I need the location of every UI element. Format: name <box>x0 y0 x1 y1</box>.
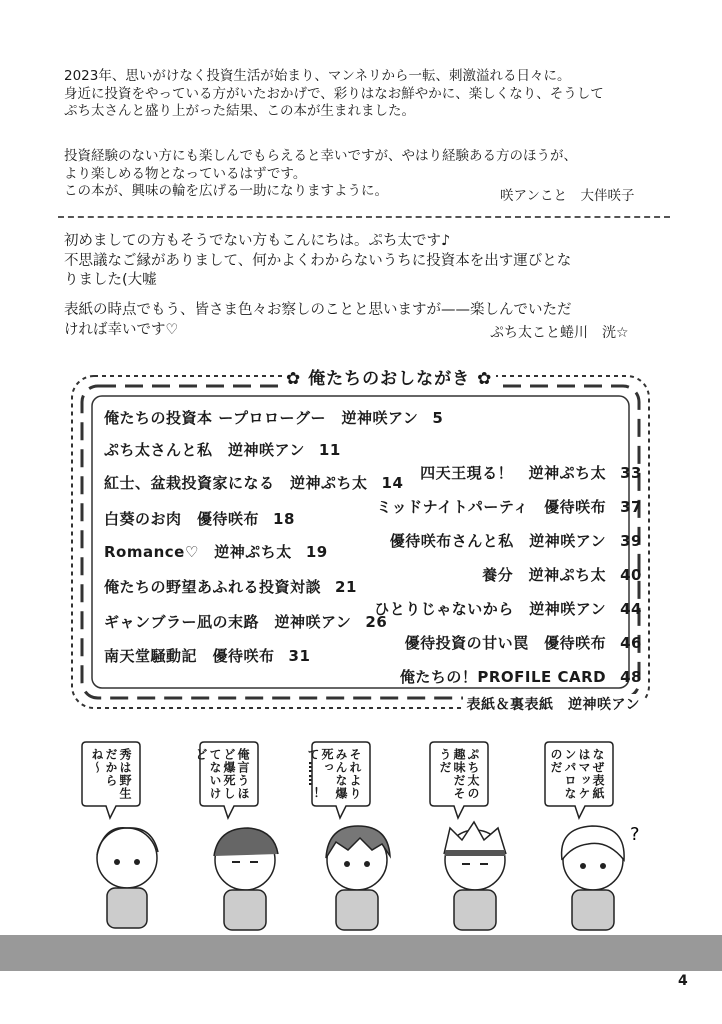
speech-bubble: なぜ表紙はマッケンパロなのだ <box>543 740 615 810</box>
speech-bubble: 俺言うほど爆死してないけど <box>198 740 260 810</box>
toc-entry[interactable]: ひとりじゃないから 逆神咲アン 44 <box>374 600 642 618</box>
toc-entry[interactable]: 優待咲布さんと私 逆神咲アン 39 <box>389 532 642 550</box>
character-illustration <box>312 820 402 935</box>
author-signature-1: 咲アンこと 大伴咲子 <box>500 188 635 204</box>
toc-entry[interactable]: 俺たちの投資本 ープロローグー 逆神咲アン 5 <box>104 409 444 427</box>
toc-entry[interactable]: 南天堂騒動記 優待咲布 31 <box>104 647 311 665</box>
toc-entry[interactable]: 優待投資の甘い罠 優待咲布 46 <box>404 634 642 652</box>
author-signature-2: ぷち太こと蜷川 洸☆ <box>490 325 629 341</box>
speech-bubble: ぷち太の趣味だそうだ <box>428 740 490 810</box>
toc-entry[interactable]: ぷち太さんと私 逆神咲アン 11 <box>104 441 341 459</box>
speech-bubble: 秀は野生だからね〜 <box>80 740 142 810</box>
character-illustration <box>200 820 290 935</box>
character-illustration <box>430 820 520 935</box>
toc-entry[interactable]: 四天王現る！ 逆神ぷち太 33 <box>420 464 642 482</box>
intro-paragraph-2: 投資経験のない方にも楽しんでもらえると幸いですが、やはり経験ある方のほうが、 より楽しめる物となっているはずです。 この本が、興味の輪を広げる一助になりますように。 <box>64 148 577 199</box>
footer-band <box>0 935 722 971</box>
toc-entry[interactable]: 紅士、盆栽投資家になる 逆神ぷち太 14 <box>104 474 404 492</box>
svg-text:?: ? <box>630 824 640 845</box>
intro-paragraph-1: 2023年、思いがけなく投資生活が始まり、マンネリから一転、刺激溢れる日々に。 身近に投資をやっている方がいたおかげで、彩りはなお鮮やかに、楽しくなり、そうして ぷち太さんと盛り上がった結果、この本が生まれました。 <box>64 68 604 119</box>
character-illustration <box>82 820 172 935</box>
cover-credit: 表紙＆裏表紙 逆神咲アン <box>463 694 644 714</box>
flower-icon: ✿ <box>477 369 493 389</box>
toc-entry[interactable]: ギャンブラー凪の末路 逆神咲アン 26 <box>104 613 388 631</box>
toc-title: ✿ 俺たちのおしながき ✿ <box>282 364 496 389</box>
toc-entry[interactable]: ミッドナイトパーティ 優待咲布 37 <box>376 498 642 516</box>
toc-entry[interactable]: 俺たちの野望あふれる投資対談 21 <box>104 578 357 596</box>
page-number: 4 <box>678 973 688 989</box>
toc-entry[interactable]: 俺たちの！PROFILE CARD 48 <box>399 668 642 686</box>
toc-entry[interactable]: 養分 逆神ぷち太 40 <box>482 566 642 584</box>
character-illustration <box>548 820 648 935</box>
speech-bubble: それよりみんな爆死って……！ <box>310 740 372 810</box>
greeting-paragraph-2: 表紙の時点でもう、皆さま色々お察しのことと思いますが——楽しんでいただ ければ幸いです♡ <box>64 302 572 338</box>
toc-entry[interactable]: Romance♡ 逆神ぷち太 19 <box>104 543 328 561</box>
toc-entry[interactable]: 白葵のお肉 優待咲布 18 <box>104 510 295 528</box>
section-divider <box>58 216 670 218</box>
greeting-paragraph-1: 初めましての方もそうでない方もこんにちは。ぷち太です♪ 不思議なご縁がありまして、何かよくわからないうちに投資本を出す運びとな りました(大嘘 <box>64 233 572 288</box>
flower-icon: ✿ <box>286 369 302 389</box>
